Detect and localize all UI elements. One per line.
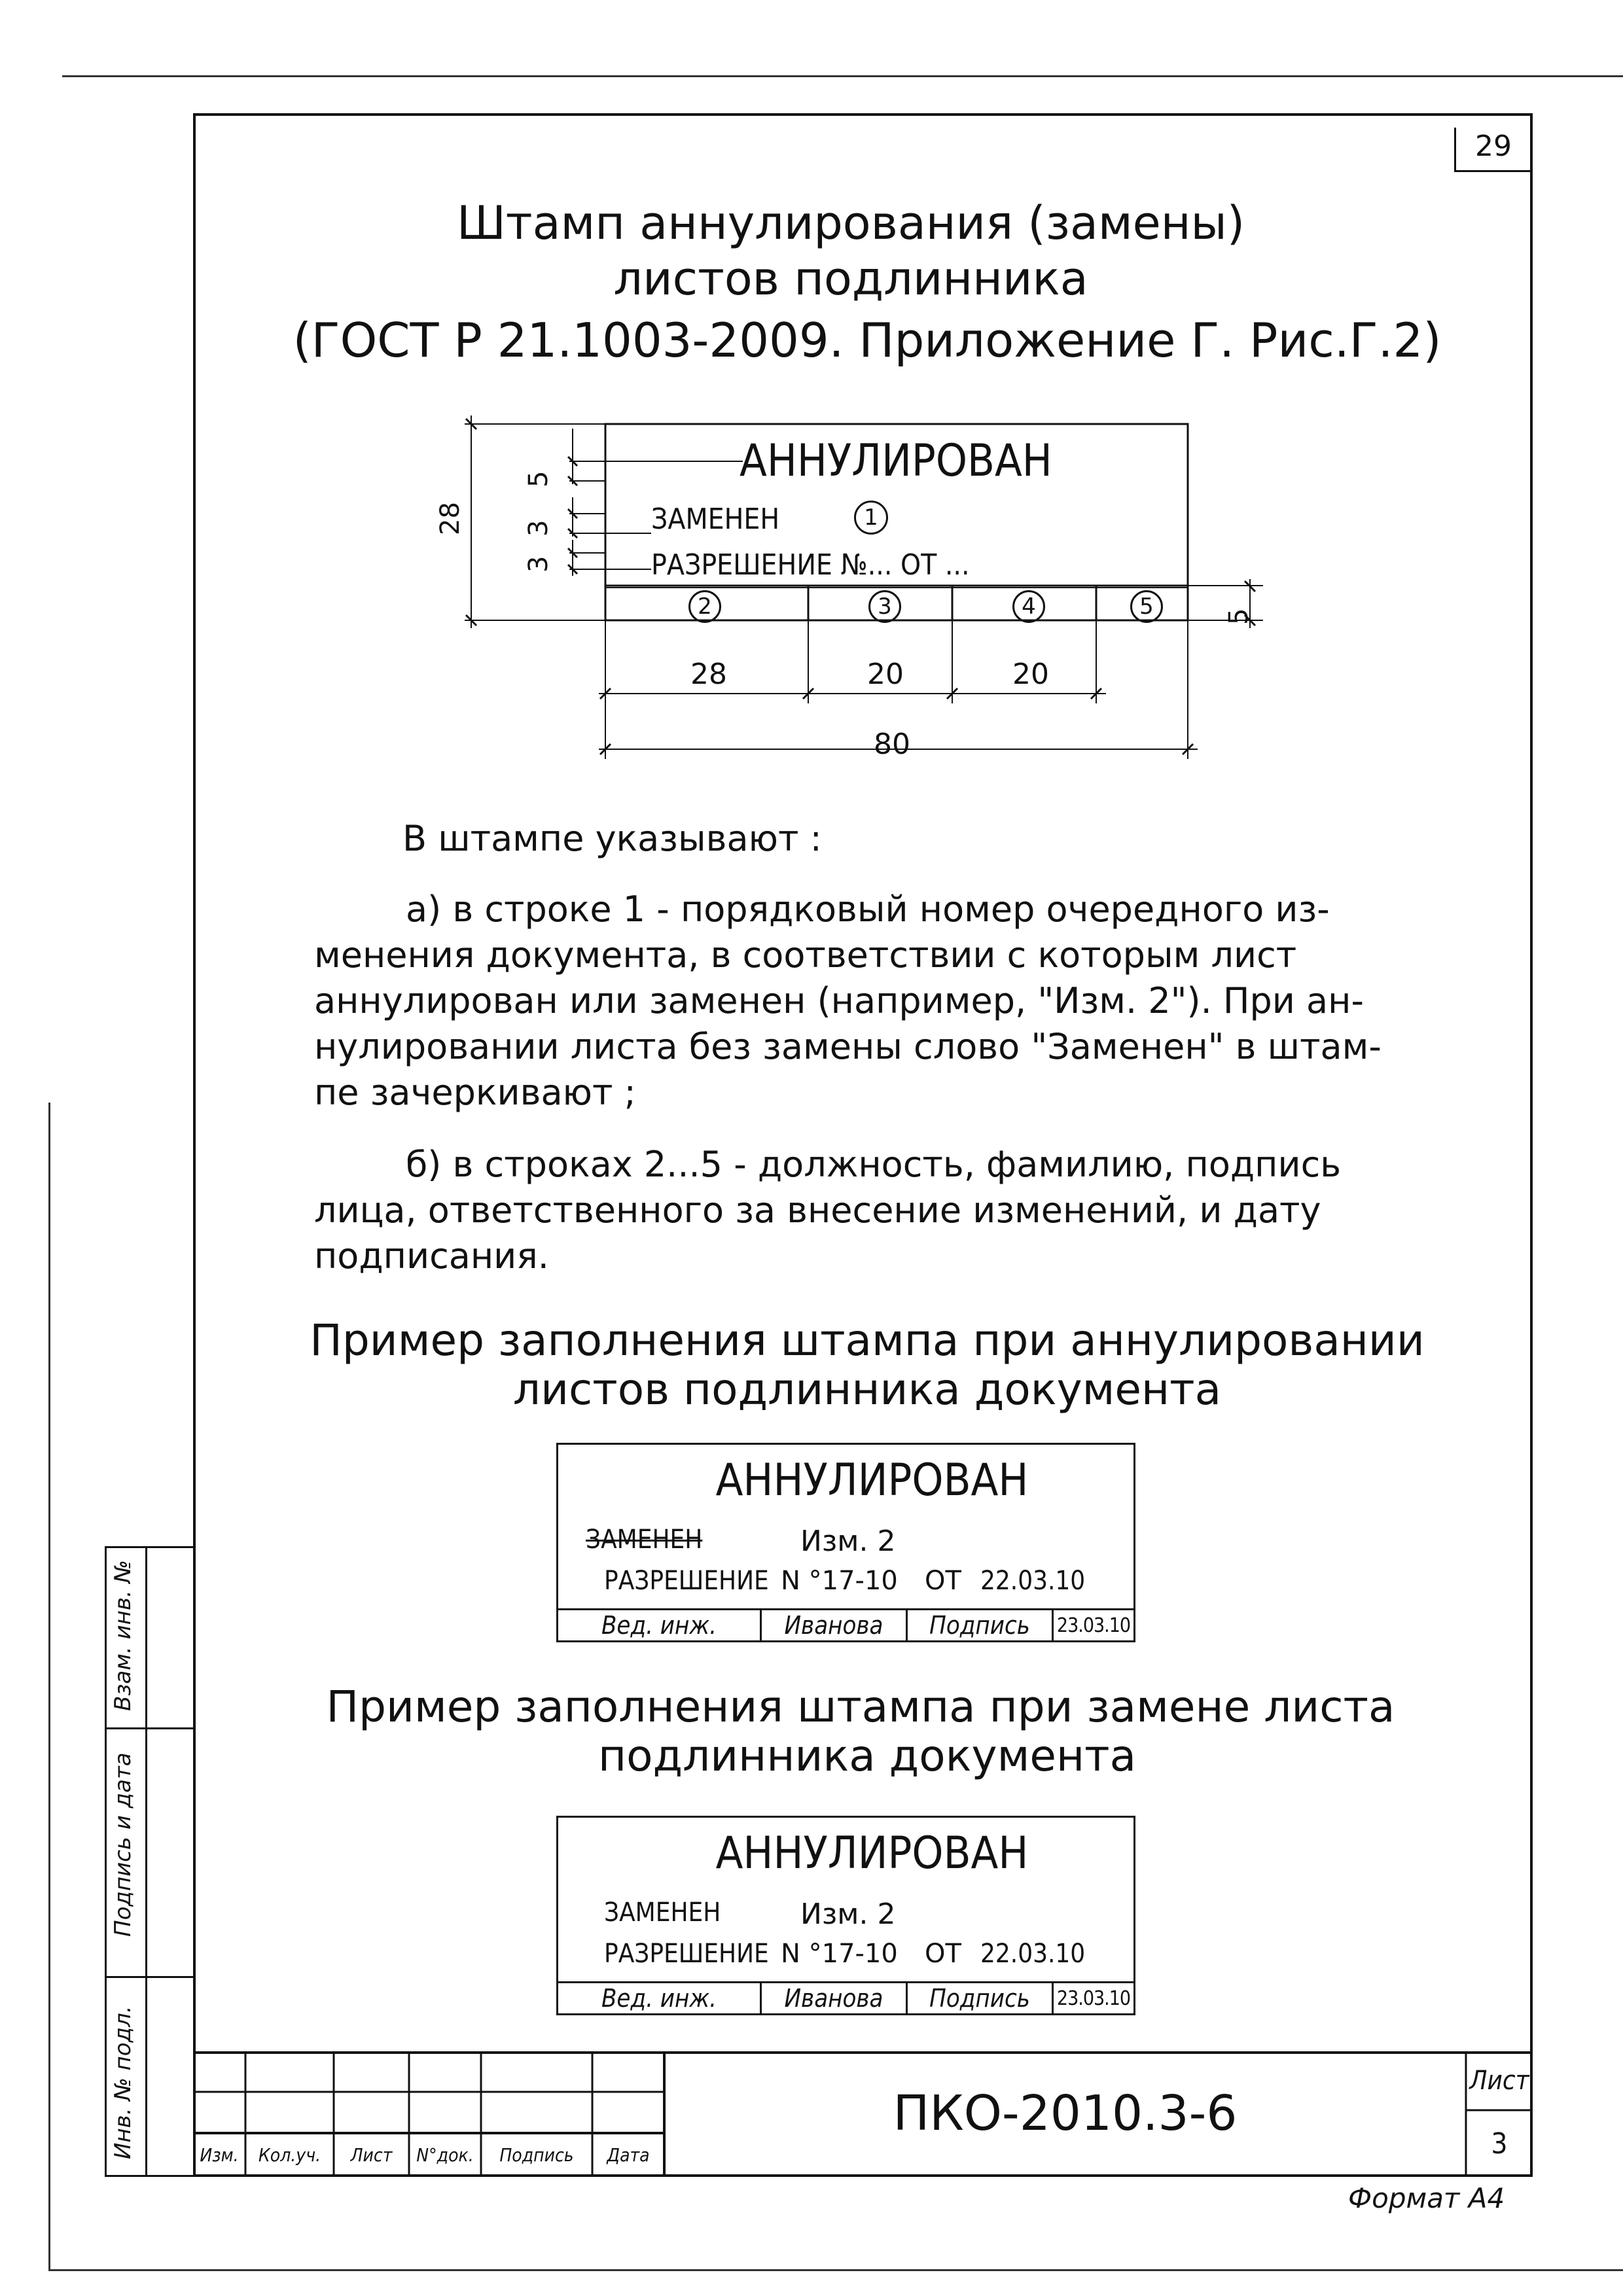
diagram-cell-4 (1012, 590, 1045, 623)
dim-width-total: 80 (874, 728, 910, 761)
dim-width-col3: 20 (867, 658, 904, 691)
side-label-signature-date: Подпись и дата (110, 1752, 136, 1937)
example1-change: Изм. 2 (800, 1525, 896, 1558)
page-title-line2: листов подлинника (613, 252, 1088, 306)
tb-document-code: ПКО-2010.3-6 (893, 2085, 1238, 2142)
side-strip-inner-line (145, 1546, 147, 2177)
diagram-marker-1-text: 1 (864, 504, 878, 531)
description-b-line: лица, ответственного за внесение изменений, и дату (314, 1190, 1321, 1231)
tb-header-count: Кол.уч. (258, 2144, 321, 2166)
top-sheet-number: 29 (1475, 130, 1512, 163)
example2-cell-date: 23.03.10 (1056, 1987, 1131, 2010)
diagram-cell-4-text: 4 (1022, 593, 1036, 620)
description-intro: В штампе указывают : (402, 818, 822, 859)
example2-stamp (556, 1816, 1135, 2015)
description-b-line: б) в строках 2...5 - должность, фамилию, подпись (406, 1144, 1342, 1185)
tb-sheet-number: 3 (1491, 2127, 1508, 2161)
tb-sheet-label: Лист (1469, 2066, 1529, 2096)
page-title-line1: Штамп аннулирования (замены) (456, 196, 1245, 250)
diagram-cell-3 (868, 590, 901, 623)
dim-width-col4: 20 (1012, 658, 1049, 691)
example1-cell-surname: Иванова (762, 1610, 908, 1640)
diagram-cell-3-text: 3 (878, 593, 892, 620)
example1-date: 22.03.10 (980, 1566, 1086, 1596)
example2-date: 22.03.10 (980, 1939, 1086, 1969)
example2-permit-label: РАЗРЕШЕНИЕ (604, 1939, 769, 1969)
side-strip-sep (105, 1976, 193, 1978)
example1-from-label: ОТ (925, 1566, 961, 1596)
example1-cell-position: Вед. инж. (558, 1610, 762, 1640)
top-edge-line (62, 75, 1623, 77)
example1-title: АННУЛИРОВАН (715, 1455, 1029, 1506)
example1-permit-no: N °17-10 (781, 1566, 898, 1596)
example2-from-label: ОТ (925, 1939, 961, 1969)
example2-cell-signature: Подпись (908, 1983, 1054, 2013)
diagram-cell-2-text: 2 (698, 593, 712, 620)
example2-change: Изм. 2 (800, 1898, 896, 1931)
dim-row1: 5 (524, 470, 554, 487)
description-b-line: подписания. (314, 1235, 549, 1277)
example1-heading-line2: листов подлинника документа (512, 1364, 1222, 1415)
description-a-line: аннулирован или заменен (например, "Изм. 2"). При ан- (314, 980, 1364, 1021)
tb-header-signature: Подпись (499, 2144, 574, 2166)
side-label-original-inv: Инв. № подл. (110, 2005, 136, 2159)
diagram-marker-1 (854, 501, 888, 535)
dim-height-total: 28 (435, 502, 465, 535)
diagram-row3-label: РАЗРЕШЕНИЕ №... ОТ ... (651, 548, 970, 582)
tb-header-change: Изм. (200, 2144, 239, 2166)
example1-permit-label: РАЗРЕШЕНИЕ (604, 1566, 769, 1596)
description-a-line: менения документа, в соответствии с которым лист (314, 934, 1297, 976)
description-a-line: нулировании листа без замены слово "Заменен" в штам- (314, 1026, 1382, 1067)
example2-title: АННУЛИРОВАН (715, 1828, 1029, 1879)
bottom-edge-line (48, 2269, 1623, 2271)
example2-heading-line2: подлинника документа (597, 1731, 1137, 1781)
diagram-row2-label: ЗАМЕНЕН (651, 503, 780, 536)
example2-replaced-label: ЗАМЕНЕН (604, 1898, 721, 1928)
diagram-cell-5-text: 5 (1139, 593, 1154, 620)
diagram-cell-5 (1130, 590, 1163, 623)
description-a-line: а) в строке 1 - порядковый номер очередного из- (406, 889, 1330, 930)
tb-header-date: Дата (607, 2144, 650, 2166)
example2-heading-line1: Пример заполнения штампа при замене листа (326, 1682, 1395, 1732)
tb-header-docno: N°док. (416, 2144, 474, 2166)
example1-cell-date: 23.03.10 (1056, 1614, 1131, 1637)
example1-cell-signature: Подпись (908, 1610, 1054, 1640)
diagram-row1-label: АННУЛИРОВАН (740, 435, 1052, 487)
diagram-cell-2 (688, 590, 721, 623)
dim-bottom-row: 5 (1224, 608, 1254, 625)
example1-heading-line1: Пример заполнения штампа при аннулировании (310, 1315, 1425, 1366)
footer-format: Формат А4 (1348, 2182, 1505, 2214)
dim-row3: 3 (524, 556, 554, 573)
dim-row2: 3 (524, 520, 554, 537)
example1-replaced-label: ЗАМЕНЕН (586, 1525, 703, 1555)
example2-cell-position: Вед. инж. (558, 1983, 762, 2013)
tb-header-sheet: Лист (350, 2144, 393, 2166)
side-label-replacement-inv: Взам. инв. № (110, 1560, 136, 1711)
dim-width-col2: 28 (690, 658, 727, 691)
description-a-line: пе зачеркивают ; (314, 1072, 636, 1113)
side-strip-divider (105, 1546, 107, 2177)
example2-cell-surname: Иванова (762, 1983, 908, 2013)
example1-stamp (556, 1443, 1135, 1642)
example2-permit-no: N °17-10 (781, 1939, 898, 1969)
page-title-line3: (ГОСТ Р 21.1003-2009. Приложение Г. Рис.Г.2) (293, 313, 1442, 368)
side-strip-sep (105, 1727, 193, 1729)
